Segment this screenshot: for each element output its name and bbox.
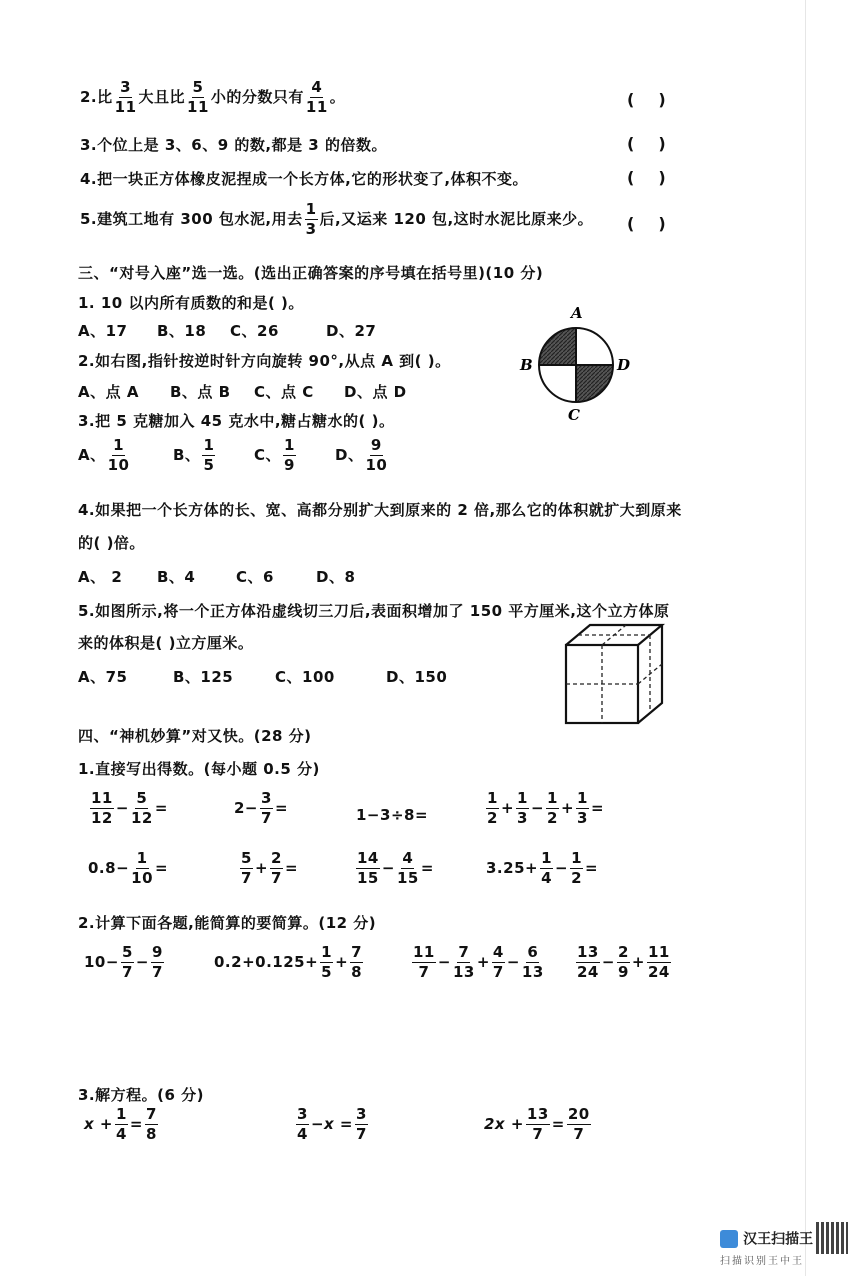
oral-calc-7: $\frac{14}{15}$ − $\frac{4}{15}$ = bbox=[357, 849, 434, 887]
cut-dashed-lines bbox=[566, 625, 662, 723]
calc-1: 10− $\frac{5}{7}$ − $\frac{9}{7}$ bbox=[84, 943, 163, 981]
judge-q2: 2.比 $\frac{3}{11}$ 大且比 $\frac{5}{11}$ 小的分数只有 $\frac{4}{11}$ 。 bbox=[80, 78, 346, 116]
app-logo-icon bbox=[720, 1230, 738, 1248]
page-edge bbox=[805, 0, 806, 1276]
watermark-brand: 汉王扫描王 bbox=[743, 1231, 814, 1248]
point-d-label: D bbox=[617, 356, 631, 374]
judge-q4: 4.把一块正方体橡皮泥捏成一个长方体,它的形状变了,体积不变。 bbox=[80, 170, 529, 188]
s3-q5-line2: 来的体积是( )立方厘米。 bbox=[78, 634, 254, 652]
calc-4: $\frac{13}{24}$ − $\frac{2}{9}$ + $\frac{11}{24}$ bbox=[577, 943, 670, 981]
s3-q2: 2.如右图,指针按逆时针方向旋转 90°,从点 A 到( )。 bbox=[78, 352, 451, 370]
s3-q4-option-d[interactable]: D、8 bbox=[316, 568, 356, 586]
point-b-label: B bbox=[520, 356, 533, 374]
s3-q4-option-a[interactable]: A、 2 bbox=[78, 568, 123, 586]
answer-paren-q2[interactable]: ( ) bbox=[627, 90, 666, 109]
answer-paren-q4[interactable]: ( ) bbox=[627, 168, 666, 187]
s3-q1: 1. 10 以内所有质数的和是( )。 bbox=[78, 294, 304, 312]
section3-title: 三、“对号入座”选一选。(选出正确答案的序号填在括号里)(10 分) bbox=[78, 264, 544, 282]
s3-q5-line1: 5.如图所示,将一个正方体沿虚线切三刀后,表面积增加了 150 平方厘米,这个立方体原 bbox=[78, 602, 670, 620]
equation-2: $\frac{3}{4}$ −x = $\frac{3}{7}$ bbox=[297, 1105, 367, 1143]
section4-title: 四、“神机妙算”对又快。(28 分) bbox=[78, 727, 312, 745]
s3-q1-option-b[interactable]: B、18 bbox=[157, 322, 207, 340]
judge-q3: 3.个位上是 3、6、9 的数,都是 3 的倍数。 bbox=[80, 136, 387, 154]
s3-q2-option-c[interactable]: C、点 C bbox=[254, 383, 314, 401]
oral-calc-6: $\frac{5}{7}$ + $\frac{2}{7}$ = bbox=[241, 849, 299, 887]
calc-2: 0.2+0.125+ $\frac{1}{5}$ + $\frac{7}{8}$ bbox=[214, 943, 363, 981]
s3-q1-option-a[interactable]: A、17 bbox=[78, 322, 128, 340]
s3-q5-option-a[interactable]: A、75 bbox=[78, 668, 128, 686]
s3-q5-option-b[interactable]: B、125 bbox=[173, 668, 234, 686]
s3-q4-option-b[interactable]: B、4 bbox=[157, 568, 196, 586]
judge-q5: 5.建筑工地有 300 包水泥,用去 $\frac{1}{3}$ 后,又运来 120 包,这时水泥比原来少。 bbox=[80, 200, 594, 238]
s3-q3-option-c[interactable]: C、 $\frac{1}{9}$ bbox=[254, 436, 295, 474]
s3-q5-option-d[interactable]: D、150 bbox=[386, 668, 448, 686]
equation-1: x + $\frac{1}{4}$ = $\frac{7}{8}$ bbox=[84, 1105, 157, 1143]
s3-q5-option-c[interactable]: C、100 bbox=[275, 668, 335, 686]
qr-code-icon bbox=[816, 1222, 848, 1254]
s3-q2-option-d[interactable]: D、点 D bbox=[344, 383, 407, 401]
oral-calc-1: $\frac{11}{12}$ − $\frac{5}{12}$ = bbox=[91, 789, 168, 827]
s4-sub2: 2.计算下面各题,能简算的要简算。(12 分) bbox=[78, 914, 377, 932]
point-c-label: C bbox=[568, 406, 580, 424]
scanner-watermark bbox=[720, 1228, 813, 1267]
equation-3: 2x + $\frac{13}{7}$ = $\frac{20}{7}$ bbox=[484, 1105, 590, 1143]
s3-q3-option-d[interactable]: D、 $\frac{9}{10}$ bbox=[335, 436, 388, 474]
point-a-label: A bbox=[571, 304, 583, 322]
s3-q4-option-c[interactable]: C、6 bbox=[236, 568, 274, 586]
s3-q3: 3.把 5 克糖加入 45 克水中,糖占糖水的( )。 bbox=[78, 412, 395, 430]
s3-q2-option-a[interactable]: A、点 A bbox=[78, 383, 139, 401]
rotation-circle-figure bbox=[515, 300, 635, 426]
s4-sub3: 3.解方程。(6 分) bbox=[78, 1086, 205, 1104]
s3-q3-option-b[interactable]: B、 $\frac{1}{5}$ bbox=[173, 436, 215, 474]
s4-sub1: 1.直接写出得数。(每小题 0.5 分) bbox=[78, 760, 320, 778]
s3-q1-option-d[interactable]: D、27 bbox=[326, 322, 377, 340]
s3-q2-option-b[interactable]: B、点 B bbox=[170, 383, 231, 401]
s3-q3-option-a[interactable]: A、 $\frac{1}{10}$ bbox=[78, 436, 130, 474]
calc-3: $\frac{11}{7}$ − $\frac{7}{13}$ + $\frac{4}{7}$ − $\frac{6}{13}$ bbox=[413, 943, 544, 981]
s3-q4-line2: 的( )倍。 bbox=[78, 534, 145, 552]
s3-q1-option-c[interactable]: C、26 bbox=[230, 322, 279, 340]
cube-figure bbox=[560, 620, 672, 730]
oral-calc-8: 3.25+ $\frac{1}{4}$ − $\frac{1}{2}$ = bbox=[486, 849, 599, 887]
answer-paren-q3[interactable]: ( ) bbox=[627, 134, 666, 153]
answer-paren-q5[interactable]: ( ) bbox=[627, 214, 666, 233]
oral-calc-5: 0.8− $\frac{1}{10}$ = bbox=[88, 849, 169, 887]
watermark-tagline: 扫描识别王中王 bbox=[720, 1255, 804, 1267]
s3-q4-line1: 4.如果把一个长方体的长、宽、高都分别扩大到原来的 2 倍,那么它的体积就扩大到原来 bbox=[78, 501, 682, 519]
oral-calc-3: 1−3÷8= bbox=[356, 806, 429, 824]
oral-calc-2: 2− $\frac{3}{7}$ = bbox=[234, 789, 289, 827]
oral-calc-4: $\frac{1}{2}$ + $\frac{1}{3}$ − $\frac{1}{2}$ + $\frac{1}{3}$ = bbox=[487, 789, 605, 827]
